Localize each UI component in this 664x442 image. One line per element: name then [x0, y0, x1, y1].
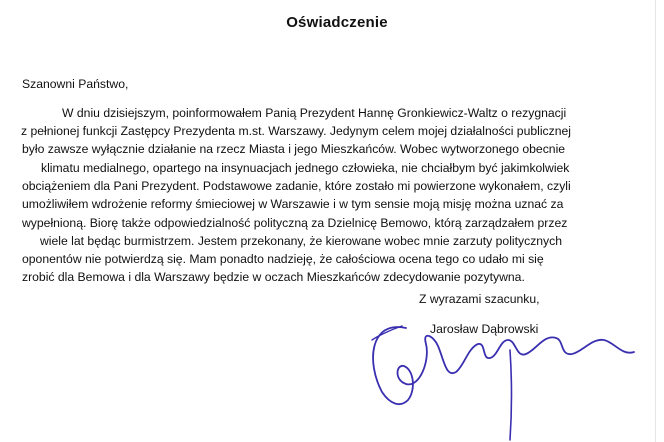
document-title: Oświadczenie — [286, 14, 388, 31]
body-line: z pełnionej funkcji Zastępcy Prezydenta m.st. Warszawy. Jedynym celem mojej działalności publicznej — [21, 124, 572, 138]
body-line: wiele lat będąc burmistrzem. Jestem przekonany, że kierowane wobec mnie zarzuty politycznych — [40, 234, 563, 248]
closing-phrase: Z wyrazami szacunku, — [419, 292, 540, 306]
page-edge-divider — [655, 0, 656, 442]
salutation: Szanowni Państwo, — [22, 77, 129, 91]
signer-name: Jarosław Dąbrowski — [430, 322, 539, 336]
body-line: klimatu medialnego, opartego na insynuacjach jednego człowieka, nie chciałbym być jakimkolwiek — [41, 161, 570, 175]
body-line: umożliwiłem wdrożenie reformy śmieciowej w Warszawie i w tym sensie moją misję można uznać za — [22, 197, 564, 211]
body-line: W dniu dzisiejszym, poinformowałem Panią Prezydent Hannę Gronkiewicz-Waltz o rezygnacji — [62, 106, 567, 120]
body-line: obciążeniem dla Pani Prezydent. Podstawowe zadanie, które zostało mi powierzone wykonałem, czyli — [22, 179, 571, 193]
body-line: wypełnioną. Biorę także odpowiedzialność polityczną za Dzielnicę Bemowo, którą zarządzałem przez — [22, 216, 568, 230]
body-line: oponentów nie potwierdzą się. Mam ponadto nadzieję, że całościowa ocena tego co udało mi się — [22, 252, 544, 266]
body-line: było zawsze wyłącznie działanie na rzecz Miasta i jego Mieszkańców. Wobec wytworzonego obecnie — [22, 142, 566, 156]
body-line: zrobić dla Bemowa i dla Warszawy będzie w oczach Mieszkańców zdecydowanie pozytywna. — [22, 270, 525, 284]
